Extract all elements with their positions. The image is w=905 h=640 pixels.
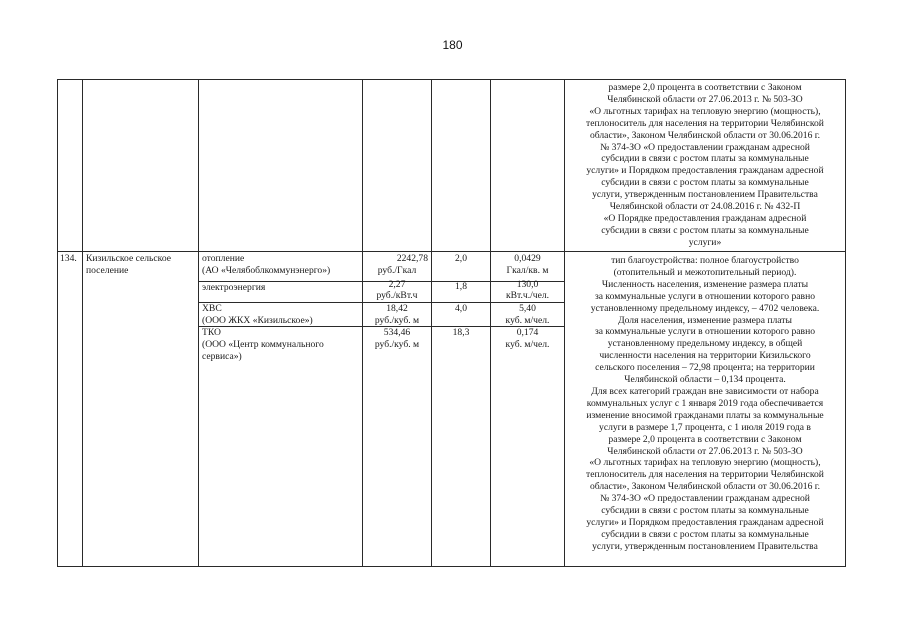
tariff-value: [363, 280, 431, 301]
tariff-unit: руб./Гкал: [377, 264, 417, 276]
volume-amount: 0,174: [516, 327, 539, 338]
note-line: услуги в размере 1,7 процента, с 1 июля 2019 года в: [599, 421, 811, 433]
settlement-line: Кизильское сельское: [86, 253, 172, 264]
note-line: теплоноситель для населения на территории Челябинской: [586, 469, 824, 481]
note-line: услуги» и Порядком предоставления гражданам адресной: [586, 516, 824, 528]
service-line: отопление: [202, 253, 245, 264]
note-line: Доля населения, изменение размера платы: [618, 314, 792, 326]
growth-value: 18,3: [452, 327, 470, 338]
page-number: 180: [442, 38, 463, 52]
service-line: (АО «Челябоблкоммунэнерго»): [202, 264, 331, 276]
tariff-value: [363, 327, 431, 351]
growth-value: 1,8: [455, 281, 467, 292]
tariff-unit: руб./куб. м: [374, 314, 420, 326]
service-name: [202, 253, 330, 277]
volume-amount: 5,40: [519, 303, 536, 314]
note-line: сельского поселения – 72,98 процента; на территории: [595, 362, 815, 374]
note-line: за коммунальные услуги в отношении которого равно: [594, 290, 816, 302]
note-line: Челябинской области – 0,134 процента.: [624, 374, 786, 386]
volume-amount: 0,0429: [514, 253, 541, 264]
service-line: сервиса»): [202, 350, 242, 362]
note-line: численности населения на территории Кизильского: [599, 350, 811, 362]
note-line: области», Законом Челябинской области от 30.06.2016 г.: [589, 481, 821, 493]
text-line: субсидии в связи с ростом платы за коммунальные: [601, 153, 809, 165]
volume-value: [491, 280, 564, 301]
note-line: Челябинской области от 27.06.2013 г. № 503-ЗО: [607, 445, 803, 457]
service-name: [202, 303, 313, 327]
volume-unit: куб. м/чел.: [505, 314, 550, 326]
growth-value: 4,0: [455, 303, 467, 314]
note-line: тип благоустройства: полное благоустройство: [611, 255, 799, 266]
volume-value: [491, 253, 564, 277]
volume-value: [491, 303, 564, 327]
row-notes: [565, 255, 845, 553]
note-line: субсидии в связи с ростом платы за коммунальные: [601, 505, 809, 517]
tariff-value: [363, 253, 431, 277]
service-name: [202, 327, 324, 363]
text-line: теплоноситель для населения на территории Челябинской: [586, 117, 824, 129]
note-line: коммунальных услуг с 1 января 2019 года обеспечивается: [586, 397, 824, 409]
text-line: субсидии в связи с ростом платы за коммунальные: [601, 177, 809, 189]
service-line: (ООО «Центр коммунального: [202, 338, 324, 350]
note-line: изменение вносимой гражданами платы за коммунальные: [586, 409, 824, 421]
continuation-text: [565, 82, 845, 249]
service-name: [202, 282, 265, 294]
note-line: за коммунальные услуги в отношении которого равно: [594, 326, 816, 338]
row-number: 134.: [60, 253, 77, 264]
tariff-amount: 2,27: [388, 279, 406, 290]
note-line: «О льготных тарифах на тепловую энергию (мощность),: [589, 457, 821, 469]
text-line: «О Порядке предоставления гражданам адресной: [603, 212, 807, 224]
text-line: услуги» и Порядком предоставления гражданам адресной: [586, 165, 824, 177]
tariff-unit: руб./кВт.ч: [376, 289, 418, 301]
service-line: ХВС: [202, 303, 222, 314]
text-line: субсидии в связи с ростом платы за коммунальные: [601, 224, 809, 236]
text-line: услуги, утвержденным постановлением Правительства: [592, 189, 818, 201]
service-line: ТКО: [202, 327, 221, 338]
text-line: Челябинской области от 24.08.2016 г. № 432-П: [609, 201, 801, 213]
note-line: субсидии в связи с ростом платы за коммунальные: [601, 528, 809, 540]
note-line: № 374-ЗО «О предоставлении гражданам адресной: [600, 493, 810, 505]
tariff-amount: 18,42: [386, 303, 408, 314]
settlement-name: [86, 253, 171, 277]
text-line: размере 2,0 процента в соответствии с Законом: [608, 82, 802, 93]
note-line: размере 2,0 процента в соответствии с Законом: [608, 433, 802, 445]
tariff-amount: 534,46: [383, 327, 411, 338]
tariff-unit: руб./куб. м: [374, 338, 420, 350]
note-line: услуги, утвержденным постановлением Правительства: [592, 540, 818, 552]
service-line: электроэнергия: [202, 282, 266, 293]
text-line: № 374-ЗО «О предоставлении гражданам адресной: [600, 141, 810, 153]
settlement-line: поселение: [86, 264, 129, 276]
volume-unit: кВт.ч./чел.: [505, 289, 550, 301]
text-line: области», Законом Челябинской области от 30.06.2016 г.: [589, 129, 821, 141]
volume-amount: 130,0: [516, 279, 539, 290]
text-line: «О льготных тарифах на тепловую энергию (мощность),: [589, 105, 821, 117]
service-line: (ООО ЖКХ «Кизильское»): [202, 314, 313, 326]
note-line: (отопительный и межотопительный период).: [613, 266, 797, 278]
note-line: установленному предельному индексу, в общей: [607, 338, 803, 350]
tariff-value: [363, 303, 431, 327]
note-line: Для всех категорий граждан вне зависимости от набора: [591, 385, 819, 397]
tariff-amount: 2242,78: [396, 253, 428, 264]
volume-value: [491, 327, 564, 351]
note-line: Численность населения, изменение размера платы: [601, 278, 809, 290]
volume-unit: Гкал/кв. м: [506, 264, 549, 276]
text-line: услуги»: [688, 236, 722, 248]
growth-value: 2,0: [455, 253, 467, 264]
volume-unit: куб. м/чел.: [505, 338, 550, 350]
note-line: установленному предельному индексу, – 4702 человека.: [590, 302, 820, 314]
text-line: Челябинской области от 27.06.2013 г. № 503-ЗО: [607, 93, 803, 105]
